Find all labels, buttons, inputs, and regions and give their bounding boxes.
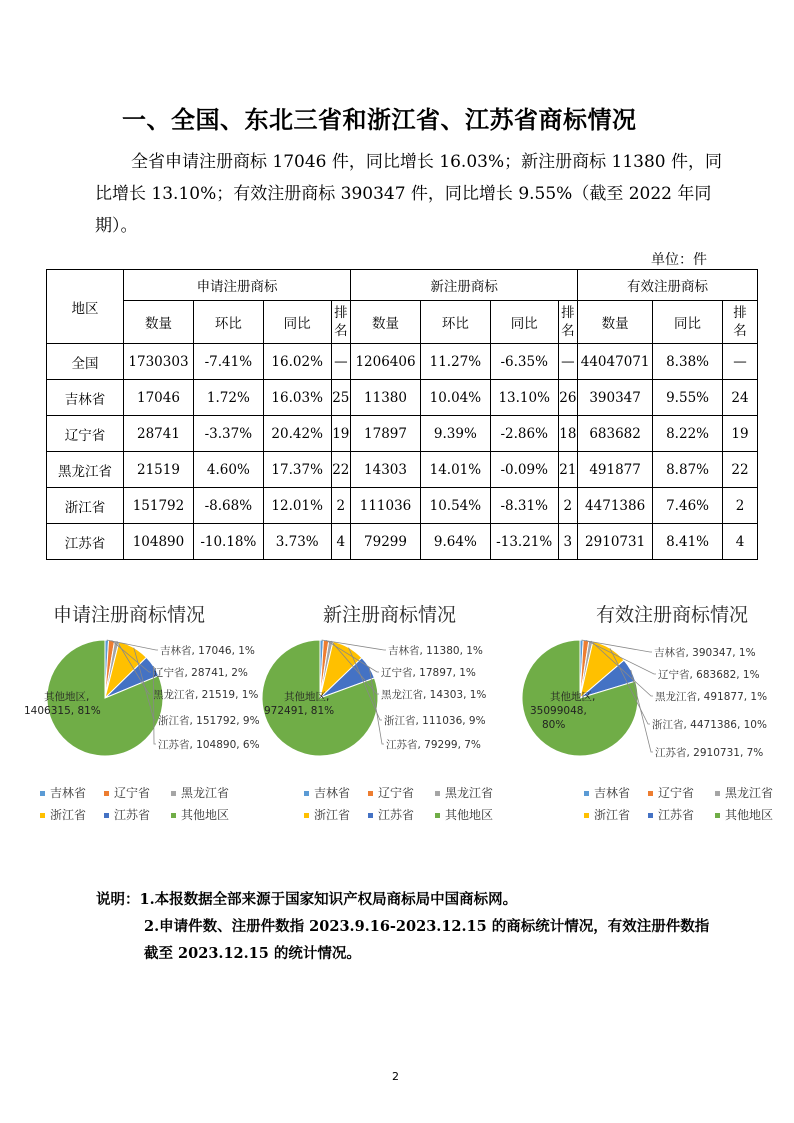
pie-chart-apply — [24, 596, 300, 836]
cell-n-qty: 111036 — [351, 488, 421, 524]
legend-label: 浙江省 — [50, 808, 87, 822]
chart-title: 申请注册商标情况 — [53, 604, 206, 626]
cell-v-rank: 2 — [722, 488, 757, 524]
cell-a-mom: -10.18% — [193, 524, 263, 560]
legend-swatch — [104, 813, 109, 818]
pie-svg — [528, 640, 788, 790]
data-label-other: 其他地区, 1406315, 81% — [24, 691, 101, 717]
cell-a-yoy: 16.02% — [263, 344, 331, 380]
cell-n-qty: 79299 — [351, 524, 421, 560]
legend-item — [435, 806, 493, 823]
legend-label: 浙江省 — [594, 808, 631, 822]
legend-item — [584, 784, 630, 801]
rank-label: 排名 — [561, 305, 575, 339]
subheader-rank — [558, 301, 578, 344]
legend-swatch — [648, 813, 653, 818]
legend-swatch — [40, 813, 45, 818]
cell-n-mom: 9.64% — [420, 524, 490, 560]
note-line: 2.申请件数、注册件数指 2023.9.16-2023.12.15 的商标统计情况，有效注册件数指 — [144, 918, 710, 935]
cell-a-mom: 4.60% — [193, 452, 263, 488]
data-label: 黑龙江省, 21519, 1% — [153, 689, 259, 701]
cell-region: 全国 — [47, 344, 124, 380]
subheader: 同比 — [653, 301, 723, 344]
data-label: 浙江省, 151792, 9% — [158, 715, 260, 727]
data-label: 辽宁省, 28741, 2% — [153, 667, 248, 679]
legend-swatch — [715, 813, 720, 818]
cell-n-yoy: -8.31% — [490, 488, 558, 524]
legend-swatch — [104, 791, 109, 796]
legend-label: 浙江省 — [314, 808, 351, 822]
legend-swatch — [171, 813, 176, 818]
subheader: 同比 — [490, 301, 558, 344]
note-line: 截至 2023.12.15 的统计情况。 — [144, 945, 361, 962]
cell-v-qty: 683682 — [578, 416, 653, 452]
cell-a-qty: 21519 — [124, 452, 194, 488]
cell-n-rank: 18 — [558, 416, 578, 452]
cell-a-mom: -3.37% — [193, 416, 263, 452]
cell-v-qty: 2910731 — [578, 524, 653, 560]
pie-svg — [24, 640, 300, 790]
table-row — [47, 380, 758, 416]
note-line: 说明：1.本报数据全部来源于国家知识产权局商标局中国商标网。 — [96, 891, 518, 908]
legend-label: 其他地区 — [445, 808, 494, 822]
legend-label: 江苏省 — [114, 808, 151, 822]
subheader-rank — [722, 301, 757, 344]
cell-n-yoy: -6.35% — [490, 344, 558, 380]
legend-item — [715, 784, 773, 801]
legend-swatch — [304, 813, 309, 818]
pie-chart-new — [264, 596, 528, 836]
group-header-apply: 申请注册商标 — [124, 270, 351, 301]
legend-swatch — [40, 791, 45, 796]
legend-swatch — [584, 791, 589, 796]
subheader: 数量 — [578, 301, 653, 344]
legend-item — [304, 784, 350, 801]
legend-item — [104, 806, 150, 823]
legend-swatch — [435, 813, 440, 818]
legend-label: 江苏省 — [378, 808, 415, 822]
data-label-other: 其他地区, 35099048, 80% — [530, 691, 596, 731]
summary-text: 全省申请注册商标 17046 件，同比增长 16.03%；新注册商标 11380 件，同比增长 13.10%；有效注册商标 390347 件，同比增长 9.55%（截至 2022 年同期）。 — [95, 152, 722, 236]
cell-n-mom: 10.54% — [420, 488, 490, 524]
legend-swatch — [368, 813, 373, 818]
cell-v-rank: 24 — [722, 380, 757, 416]
table-row — [47, 524, 758, 560]
cell-region: 江苏省 — [47, 524, 124, 560]
cell-v-qty: 390347 — [578, 380, 653, 416]
cell-n-qty: 1206406 — [351, 344, 421, 380]
cell-a-rank: 19 — [331, 416, 351, 452]
legend-swatch — [171, 791, 176, 796]
cell-v-yoy: 8.87% — [653, 452, 723, 488]
cell-a-qty: 1730303 — [124, 344, 194, 380]
legend-item — [648, 784, 694, 801]
chart-title: 新注册商标情况 — [323, 604, 457, 626]
cell-a-rank: 2 — [331, 488, 351, 524]
legend-item — [171, 784, 229, 801]
legend-label: 辽宁省 — [378, 786, 415, 800]
cell-v-yoy: 9.55% — [653, 380, 723, 416]
legend-item — [40, 806, 86, 823]
data-label: 辽宁省, 17897, 1% — [381, 667, 476, 679]
cell-v-qty: 44047071 — [578, 344, 653, 380]
legend-label: 吉林省 — [594, 786, 631, 800]
cell-a-rank: — — [331, 344, 351, 380]
legend-item — [435, 784, 493, 801]
cell-a-rank: 25 — [331, 380, 351, 416]
section-heading: 一、全国、东北三省和浙江省、江苏省商标情况 — [122, 106, 637, 134]
pie-chart-valid — [528, 596, 788, 836]
cell-v-yoy: 8.41% — [653, 524, 723, 560]
cell-a-yoy: 12.01% — [263, 488, 331, 524]
group-header-valid: 有效注册商标 — [578, 270, 758, 301]
table-row — [47, 344, 758, 380]
pie-svg — [264, 640, 528, 790]
cell-a-rank: 4 — [331, 524, 351, 560]
group-header-new: 新注册商标 — [351, 270, 578, 301]
cell-v-yoy: 8.38% — [653, 344, 723, 380]
data-label: 浙江省, 4471386, 10% — [652, 719, 767, 731]
cell-a-yoy: 3.73% — [263, 524, 331, 560]
cell-n-mom: 11.27% — [420, 344, 490, 380]
cell-a-rank: 22 — [331, 452, 351, 488]
legend-item — [104, 784, 150, 801]
data-label: 辽宁省, 683682, 1% — [658, 669, 760, 681]
legend-label: 其他地区 — [725, 808, 774, 822]
legend-swatch — [304, 791, 309, 796]
table-row — [47, 452, 758, 488]
subheader: 同比 — [263, 301, 331, 344]
cell-v-qty: 491877 — [578, 452, 653, 488]
legend-label: 黑龙江省 — [181, 786, 230, 800]
subheader: 环比 — [193, 301, 263, 344]
cell-a-qty: 151792 — [124, 488, 194, 524]
legend-swatch — [584, 813, 589, 818]
legend-item — [368, 806, 414, 823]
data-label: 吉林省, 390347, 1% — [654, 647, 756, 659]
legend-swatch — [715, 791, 720, 796]
cell-v-rank: 19 — [722, 416, 757, 452]
legend-item — [584, 806, 630, 823]
cell-region: 辽宁省 — [47, 416, 124, 452]
subheader: 数量 — [124, 301, 194, 344]
cell-v-rank: 4 — [722, 524, 757, 560]
data-label: 黑龙江省, 14303, 1% — [381, 689, 487, 701]
legend-swatch — [648, 791, 653, 796]
data-label: 江苏省, 104890, 6% — [158, 739, 260, 751]
cell-n-rank: 26 — [558, 380, 578, 416]
legend-label: 江苏省 — [658, 808, 695, 822]
cell-n-rank: 2 — [558, 488, 578, 524]
legend-swatch — [435, 791, 440, 796]
cell-a-qty: 17046 — [124, 380, 194, 416]
subheader-rank — [331, 301, 351, 344]
cell-v-yoy: 8.22% — [653, 416, 723, 452]
cell-n-rank: 21 — [558, 452, 578, 488]
unit-label: 单位：件 — [651, 252, 707, 268]
cell-n-mom: 9.39% — [420, 416, 490, 452]
subheader: 数量 — [351, 301, 421, 344]
cell-n-yoy: -0.09% — [490, 452, 558, 488]
cell-n-qty: 14303 — [351, 452, 421, 488]
data-label: 吉林省, 11380, 1% — [388, 645, 483, 657]
legend-label: 辽宁省 — [658, 786, 695, 800]
cell-v-rank: 22 — [722, 452, 757, 488]
rank-label: 排名 — [334, 305, 348, 339]
legend-item — [715, 806, 773, 823]
page-number: 2 — [392, 1070, 399, 1083]
legend-swatch — [368, 791, 373, 796]
data-label: 黑龙江省, 491877, 1% — [655, 691, 768, 703]
trademark-table — [46, 269, 758, 560]
legend-label: 吉林省 — [50, 786, 87, 800]
cell-a-yoy: 20.42% — [263, 416, 331, 452]
legend-label: 吉林省 — [314, 786, 351, 800]
cell-a-mom: -8.68% — [193, 488, 263, 524]
summary-paragraph — [95, 146, 735, 242]
legend-item — [304, 806, 350, 823]
cell-n-qty: 11380 — [351, 380, 421, 416]
cell-n-yoy: -13.21% — [490, 524, 558, 560]
cell-a-mom: -7.41% — [193, 344, 263, 380]
cell-n-mom: 10.04% — [420, 380, 490, 416]
subheader: 环比 — [420, 301, 490, 344]
cell-n-yoy: -2.86% — [490, 416, 558, 452]
cell-n-mom: 14.01% — [420, 452, 490, 488]
cell-region: 浙江省 — [47, 488, 124, 524]
cell-v-rank: — — [722, 344, 757, 380]
data-label: 江苏省, 79299, 7% — [386, 739, 481, 751]
cell-a-mom: 1.72% — [193, 380, 263, 416]
legend-label: 黑龙江省 — [725, 786, 774, 800]
data-label: 浙江省, 111036, 9% — [384, 715, 486, 727]
cell-a-yoy: 17.37% — [263, 452, 331, 488]
cell-a-qty: 28741 — [124, 416, 194, 452]
legend-item — [368, 784, 414, 801]
cell-n-yoy: 13.10% — [490, 380, 558, 416]
cell-v-qty: 4471386 — [578, 488, 653, 524]
chart-title: 有效注册商标情况 — [596, 604, 749, 626]
cell-region: 吉林省 — [47, 380, 124, 416]
legend-item — [40, 784, 86, 801]
cell-n-qty: 17897 — [351, 416, 421, 452]
cell-a-qty: 104890 — [124, 524, 194, 560]
legend-item — [648, 806, 694, 823]
data-label: 吉林省, 17046, 1% — [160, 645, 255, 657]
table-row — [47, 488, 758, 524]
legend-label: 黑龙江省 — [445, 786, 494, 800]
data-label: 江苏省, 2910731, 7% — [655, 747, 764, 759]
cell-n-rank: — — [558, 344, 578, 380]
cell-v-yoy: 7.46% — [653, 488, 723, 524]
region-header: 地区 — [47, 270, 124, 344]
notes — [96, 886, 709, 967]
rank-label: 排名 — [733, 305, 747, 339]
cell-n-rank: 3 — [558, 524, 578, 560]
legend-item — [171, 806, 229, 823]
legend-label: 其他地区 — [181, 808, 230, 822]
cell-region: 黑龙江省 — [47, 452, 124, 488]
cell-a-yoy: 16.03% — [263, 380, 331, 416]
table-row — [47, 416, 758, 452]
legend-label: 辽宁省 — [114, 786, 151, 800]
data-label-other: 其他地区, 972491, 81% — [264, 691, 335, 717]
